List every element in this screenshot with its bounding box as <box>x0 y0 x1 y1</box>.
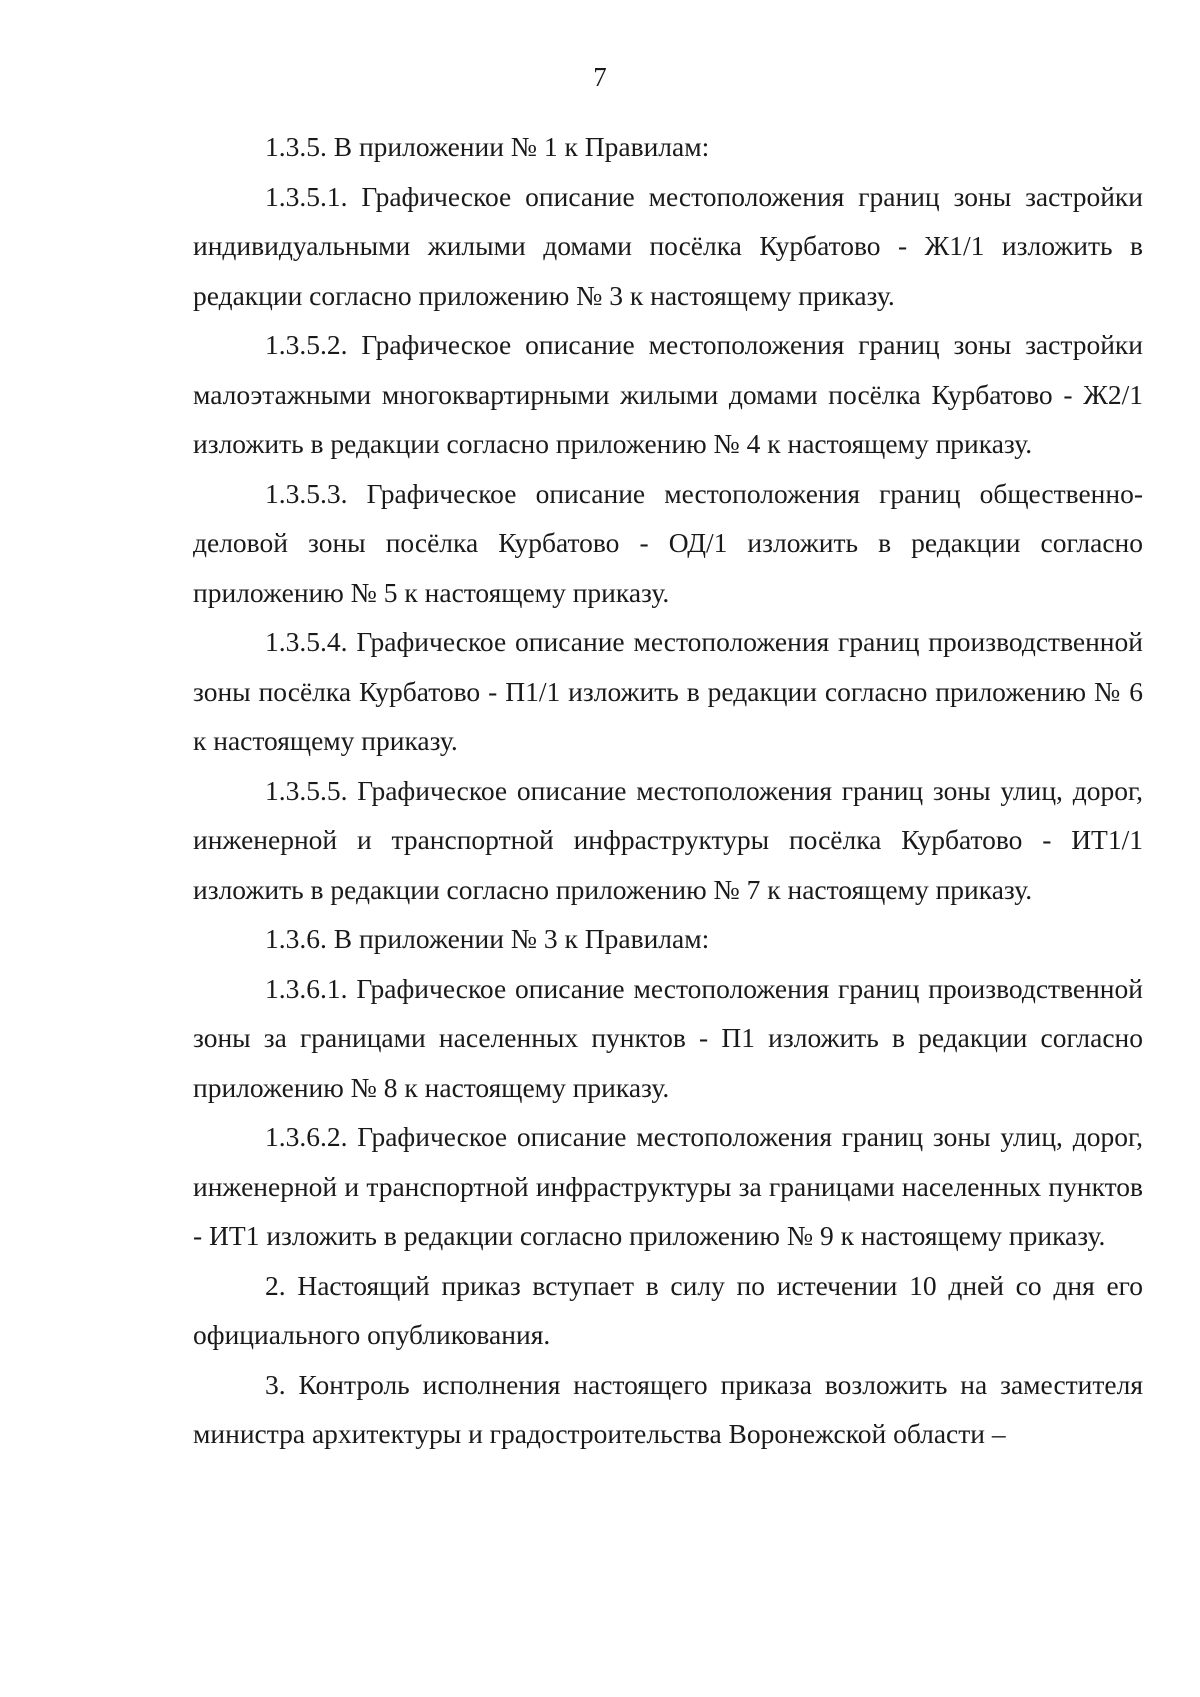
paragraph-1-3-6-1: 1.3.6.1. Графическое описание местоположения границ производственной зоны за границами населенных пунктов - П1 изложить в редакции согласно приложению № 8 к настоящему приказу. <box>193 972 1143 1103</box>
paragraph-3: 3. Контроль исполнения настоящего приказа возложить на заместителя министра архитектуры и градостроительства Воронежской области – <box>193 1368 1143 1449</box>
paragraph-1-3-6-2: 1.3.6.2. Графическое описание местоположения границ зоны улиц, дорог, инженерной и транспортной инфраструктуры за границами населенных пунктов - ИТ1 изложить в редакции согласно приложению № 9 к настоящему приказу. <box>193 1121 1143 1251</box>
paragraph-1-3-5-1: 1.3.5.1. Графическое описание местоположения границ зоны застройки индивидуальными жилыми домами посёлка Курбатово - Ж1/1 изложить в редакции согласно приложению № 3 к настоящему приказу. <box>193 180 1143 311</box>
paragraph-1-3-5-5: 1.3.5.5. Графическое описание местоположения границ зоны улиц, дорог, инженерной и транспортной инфраструктуры посёлка Курбатово - ИТ1/1 изложить в редакции согласно приложению № 7 к настоящему приказу. <box>193 774 1143 905</box>
paragraph-2: 2. Настоящий приказ вступает в силу по истечении 10 дней со дня его официального опубликования. <box>193 1269 1143 1350</box>
paragraph-1-3-5-4: 1.3.5.4. Графическое описание местоположения границ производственной зоны посёлка Курбатово - П1/1 изложить в редакции согласно приложению № 6 к настоящему приказу. <box>193 626 1143 756</box>
paragraph-1-3-5-2: 1.3.5.2. Графическое описание местоположения границ зоны застройки малоэтажными многоквартирными жилыми домами посёлка Курбатово - Ж2/1 изложить в редакции согласно приложению № 4 к настоящему приказу. <box>193 329 1143 459</box>
document-body <box>193 122 1143 1459</box>
page-number: 7 <box>593 62 607 92</box>
paragraph-1-3-6: 1.3.6. В приложении № 3 к Правилам: <box>265 923 710 954</box>
paragraph-1-3-5: 1.3.5. В приложении № 1 к Правилам: <box>265 131 710 162</box>
paragraph-1-3-5-3: 1.3.5.3. Графическое описание местоположения границ общественно-деловой зоны посёлка Курбатово - ОД/1 изложить в редакции согласно приложению № 5 к настоящему приказу. <box>193 477 1143 608</box>
